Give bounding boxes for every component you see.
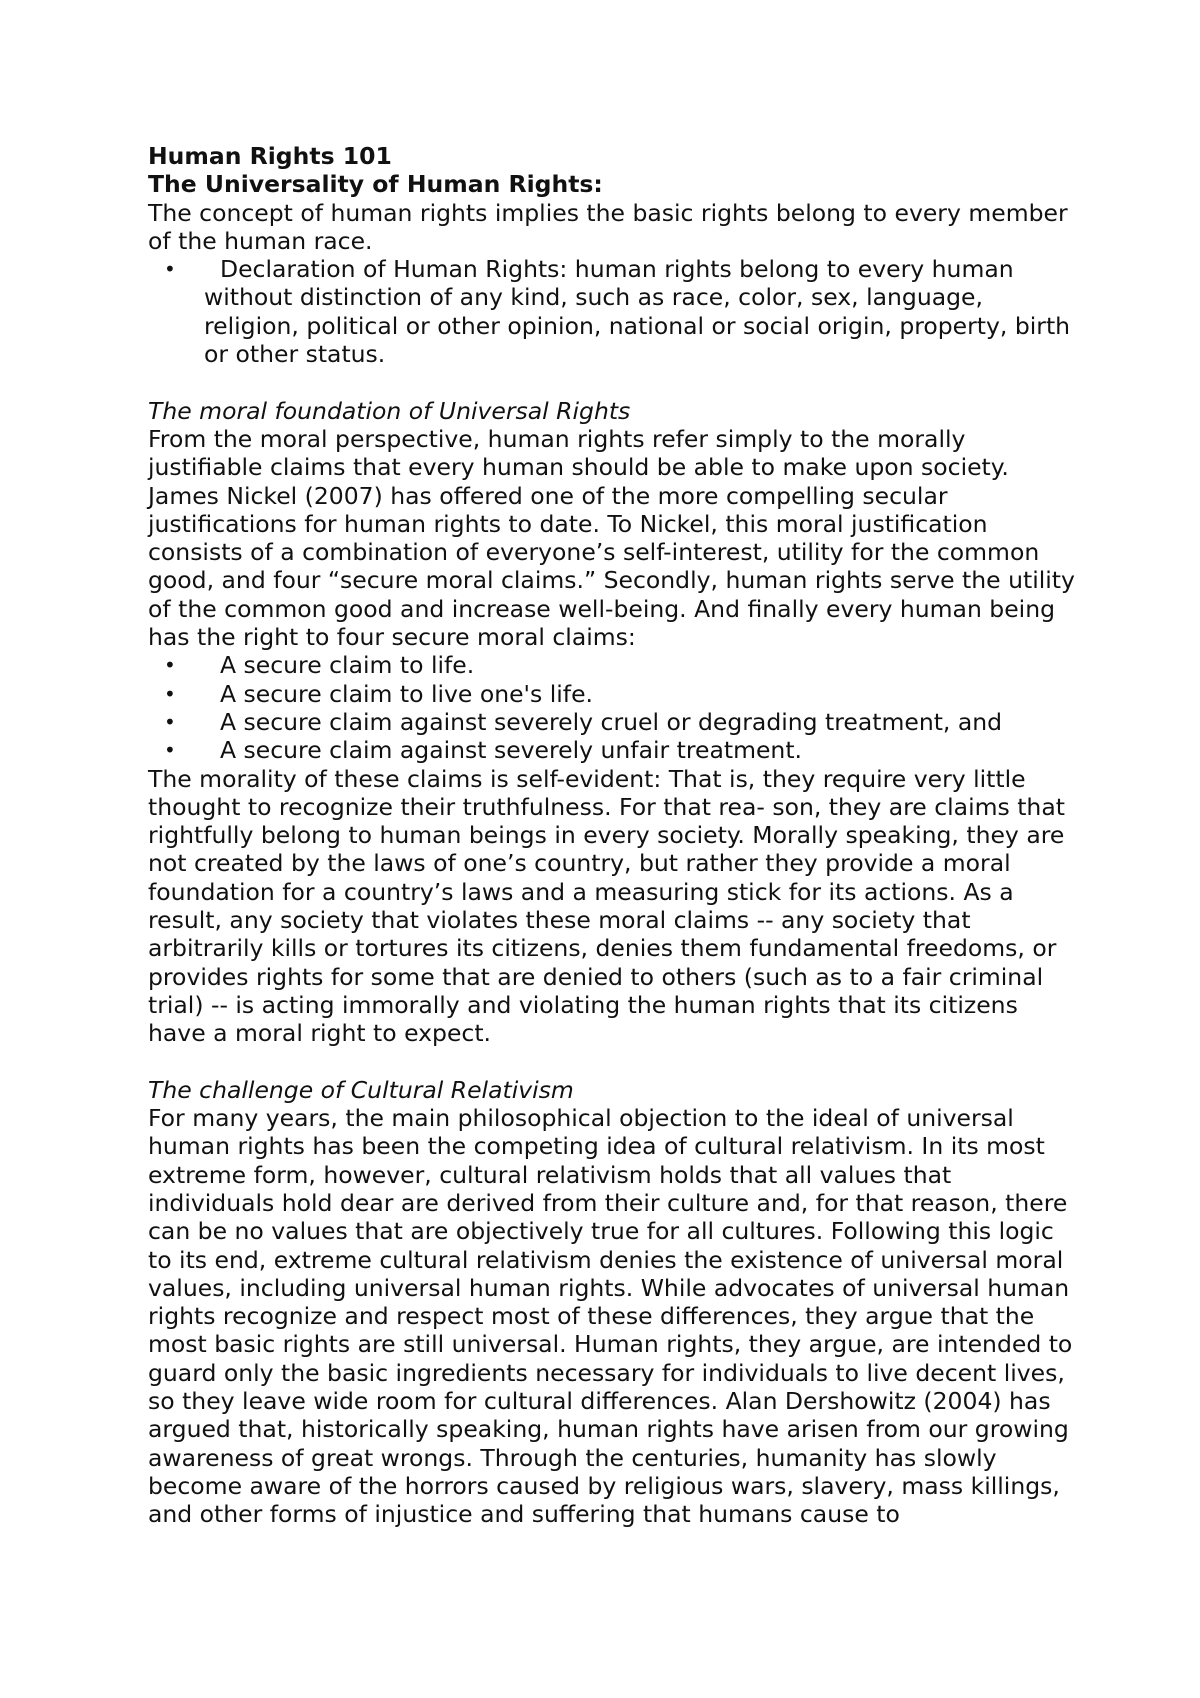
bullet-icon: • — [164, 738, 176, 763]
claim-text: A secure claim to live one's life. — [220, 679, 593, 708]
secure-claims-list — [148, 651, 1078, 764]
universality-bullet-list — [148, 255, 1078, 368]
document-page — [148, 142, 1078, 1529]
list-item — [148, 708, 1078, 736]
section-heading-cultural-relativism: The challenge of Cultural Relativism — [148, 1075, 574, 1104]
bullet-icon: • — [164, 709, 176, 734]
list-item — [148, 255, 1078, 368]
bullet-icon: • — [164, 653, 176, 678]
declaration-bullet-text: Declaration of Human Rights: human rights belong to every human without distinction of any kind, such as race, color, sex, language, religion, political or other opinion, national or social origin, property, birth or other status. — [204, 255, 1071, 369]
section-heading-universality: The Universality of Human Rights: — [148, 170, 603, 199]
claim-text: A secure claim against severely unfair treatment. — [220, 736, 803, 765]
document-title: Human Rights 101 — [148, 142, 392, 170]
claim-text: A secure claim to life. — [220, 651, 475, 680]
universality-intro: The concept of human rights implies the basic rights belong to every member of the human race. — [148, 198, 1068, 255]
claim-text: A secure claim against severely cruel or degrading treatment, and — [220, 707, 1003, 736]
list-item — [148, 736, 1078, 764]
moral-foundation-paragraph: From the moral perspective, human rights refer simply to the morally justifiable claims that every human should be able to make upon society. James Nickel (2007) has offered one of the more compelling secular justifications for human rights to date. To Nickel, this moral justification consists of a combination of everyone’s self-interest, utility for the common good, and four “secure moral claims.” Secondly, human rights serve the utility of the common good and increase well-being. And finally every human being has the right to four secure moral claims: — [148, 424, 1075, 652]
paragraph-spacer — [148, 368, 1078, 396]
bullet-icon: • — [164, 681, 176, 706]
morality-paragraph: The morality of these claims is self-evident: That is, they require very little thought to recognize their truthfulness. For that rea- son, they are claims that rightfully belong to human beings in every society. Morally speaking, they are not created by the laws of one’s country, but rather they provide a moral foundation for a country’s laws and a measuring stick for its actions. As a result, any society that violates these moral claims -- any society that arbitrarily kills or tortures its citizens, denies them fundamental freedoms, or provides rights for some that are denied to others (such as to a fair criminal trial) -- is acting immorally and violating the human rights that its citizens have a moral right to expect. — [148, 764, 1065, 1048]
paragraph-spacer — [148, 1048, 1078, 1076]
list-item — [148, 651, 1078, 679]
cultural-relativism-paragraph: For many years, the main philosophical objection to the ideal of universal human rights has been the competing idea of cultural relativism. In its most extreme form, however, cultural relativism holds that all values that individuals hold dear are derived from their culture and, for that reason, there can be no values that are objectively true for all cultures. Following this logic to its end, extreme cultural relativism denies the existence of universal moral values, including universal human rights. While advocates of universal human rights recognize and respect most of these differences, they argue that the most basic rights are still universal. Human rights, they argue, are intended to guard only the basic ingredients necessary for individuals to live decent lives, so they leave wide room for cultural differences. Alan Dershowitz (2004) has argued that, historically speaking, human rights have arisen from our growing awareness of great wrongs. Through the centuries, humanity has slowly become aware of the horrors caused by religious wars, slavery, mass killings, and other forms of injustice and suffering that humans cause to — [148, 1104, 1073, 1529]
section-heading-moral-foundation: The moral foundation of Universal Rights — [148, 396, 631, 425]
list-item — [148, 680, 1078, 708]
bullet-icon: • — [164, 257, 176, 282]
